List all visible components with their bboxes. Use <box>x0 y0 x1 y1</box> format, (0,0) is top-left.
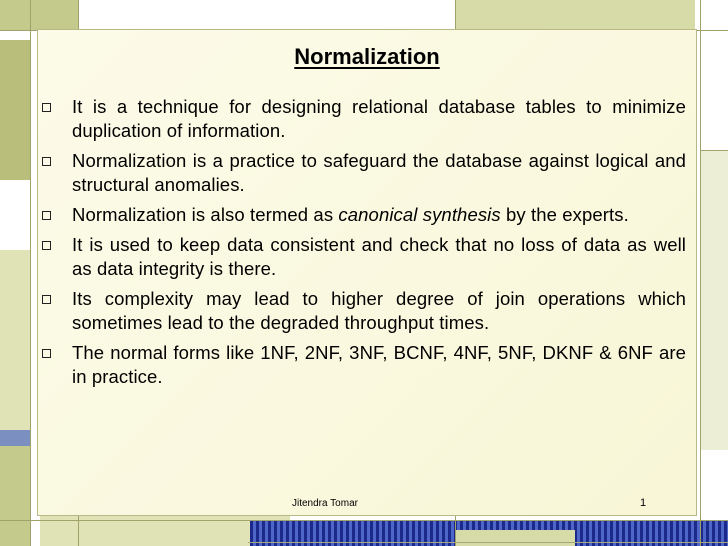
decor-block <box>0 40 30 180</box>
footer-author: Jitendra Tomar <box>292 498 358 509</box>
slide-title: Normalization <box>294 44 440 69</box>
decor-block <box>455 530 575 546</box>
decor-block <box>455 0 695 30</box>
bullet-text-pre: Normalization is also termed as <box>72 204 339 225</box>
decor-block <box>700 150 728 450</box>
decor-block <box>0 250 30 445</box>
footer-divider <box>248 542 728 543</box>
bullet-item <box>38 203 698 227</box>
bullet-text-post: by the experts. <box>500 204 629 225</box>
bullet-text-emphasis: canonical synthesis <box>338 204 501 225</box>
decor-block <box>0 180 30 250</box>
decor-line <box>700 0 701 546</box>
square-bullet-icon <box>42 157 51 166</box>
decor-block <box>0 446 30 546</box>
decor-line <box>0 520 728 521</box>
bullet-text: Normalization is a practice to safeguard the database against logical and structural anomalies. <box>72 150 686 195</box>
square-bullet-icon <box>42 295 51 304</box>
square-bullet-icon <box>42 211 51 220</box>
decor-line <box>700 150 728 151</box>
bullet-item <box>38 287 698 335</box>
decor-block <box>0 430 30 446</box>
content-panel <box>37 29 697 516</box>
bullet-list <box>38 95 698 395</box>
bullet-item <box>38 233 698 281</box>
square-bullet-icon <box>42 241 51 250</box>
bullet-item <box>38 341 698 389</box>
page-number: 1 <box>640 497 647 509</box>
square-bullet-icon <box>42 103 51 112</box>
bullet-item <box>38 149 698 197</box>
bullet-text: The normal forms like 1NF, 2NF, 3NF, BCNF, 4NF, 5NF, DKNF & 6NF are in practice. <box>72 342 686 387</box>
decor-block <box>0 0 78 30</box>
bullet-text: It is used to keep data consistent and check that no loss of data as well as data integrity is there. <box>72 234 686 279</box>
square-bullet-icon <box>42 349 51 358</box>
decor-line <box>30 0 31 546</box>
bullet-text: Its complexity may lead to higher degree of join operations which sometimes lead to the degraded throughput times. <box>72 288 686 333</box>
bullet-item <box>38 95 698 143</box>
bullet-text: It is a technique for designing relational database tables to minimize duplication of information. <box>72 96 686 141</box>
